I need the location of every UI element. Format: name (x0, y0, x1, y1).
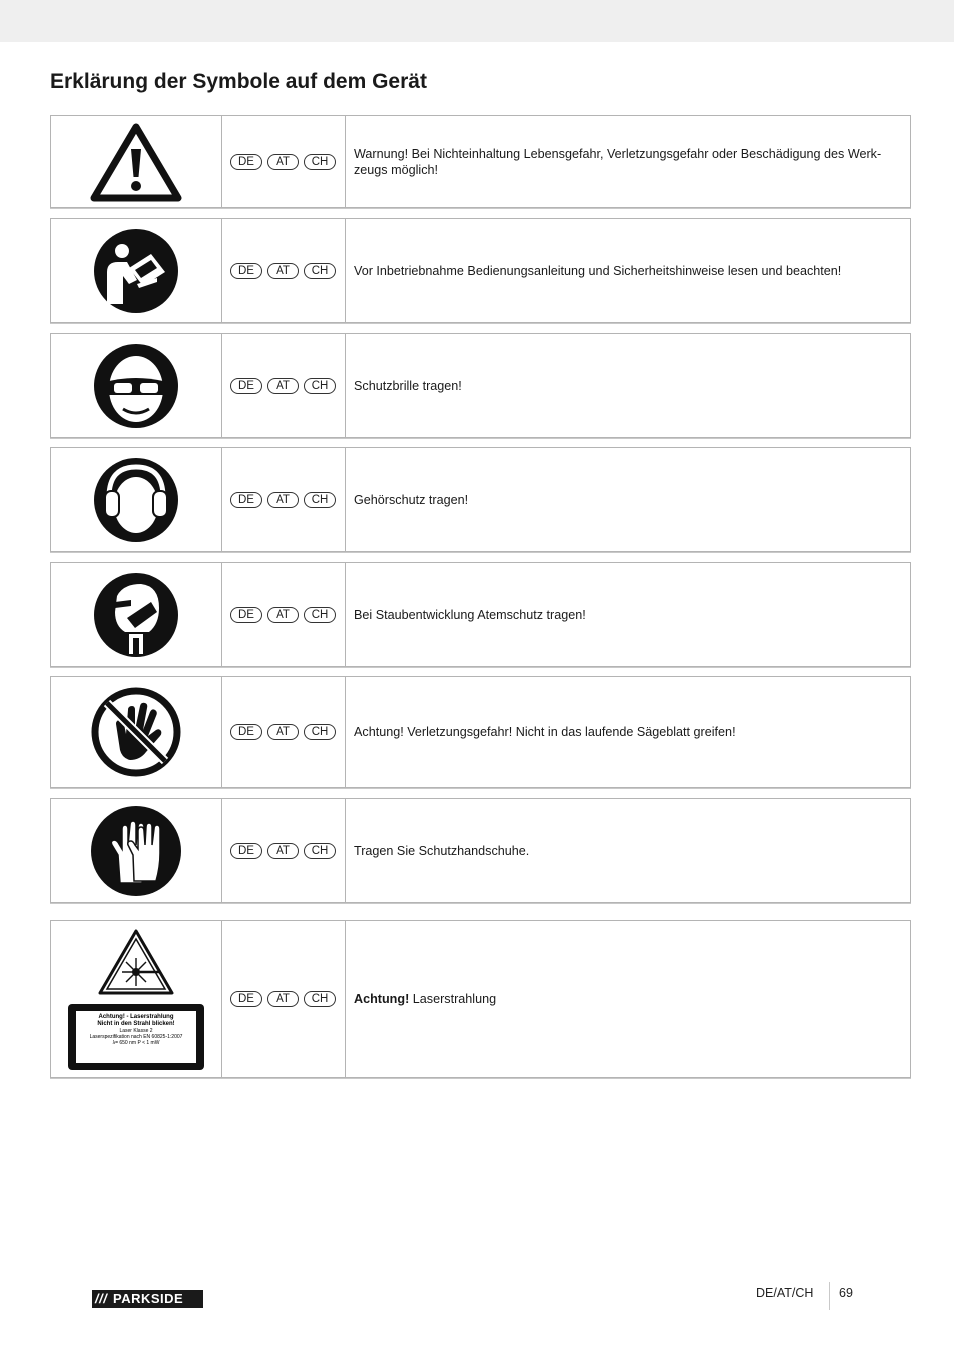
laser-label-line2: Nicht in den Strahl blicken! (97, 1021, 175, 1027)
country-flags (221, 448, 346, 551)
symbol-cell (51, 799, 222, 902)
laser-warning-icon (97, 928, 175, 996)
laser-warning-label (68, 1004, 204, 1070)
description-text: Schutzbrille tragen! (354, 378, 462, 393)
symbol-row-warning (50, 115, 911, 208)
symbol-cell (51, 219, 222, 322)
description-text: Vor Inbetriebnahme Bedienungsanleitung und Sicherheitshinweise lesen und beachten! (354, 263, 842, 278)
warning-triangle-icon (90, 122, 182, 202)
country-badge-ch: CH (304, 843, 336, 859)
country-flags (221, 677, 346, 787)
laser-label-line4: Laserspezifikation nach EN 60825-1:2007 (89, 1034, 183, 1040)
country-badge-ch: CH (304, 607, 336, 623)
description-bold-text: Achtung! (354, 992, 410, 1006)
country-flags (221, 116, 346, 207)
country-badge-de: DE (230, 263, 262, 279)
country-badge-at: AT (267, 724, 299, 740)
read-manual-icon (93, 228, 179, 314)
symbol-row-gloves (50, 798, 911, 903)
symbol-row-manual (50, 218, 911, 323)
description-text: Warnung! Bei Nichteinhaltung Lebensgefahr, Verletzungsgefahr oder Beschädigung des Werk-zeugs möglich! (354, 146, 882, 177)
description-text: Tragen Sie Schutzhandschuhe. (354, 843, 530, 858)
country-flags (221, 219, 346, 322)
country-badge-de: DE (230, 991, 262, 1007)
laser-label-line1: Achtung! - Laserstrahlung (98, 1014, 174, 1020)
symbol-row-laser (50, 920, 911, 1078)
footer-language-code: DE/AT/CH (756, 1286, 814, 1300)
country-badge-de: DE (230, 607, 262, 623)
country-badge-at: AT (267, 378, 299, 394)
country-flags (221, 563, 346, 666)
country-badge-at: AT (267, 492, 299, 508)
symbol-description (354, 677, 896, 787)
description-text: Laserstrahlung (409, 992, 497, 1006)
description-text: Gehörschutz tragen! (354, 492, 469, 507)
footer-divider (829, 1282, 830, 1310)
country-badge-de: DE (230, 492, 262, 508)
country-badge-de: DE (230, 154, 262, 170)
symbol-cell (51, 448, 222, 551)
country-badge-at: AT (267, 154, 299, 170)
description-text: Achtung! Verletzungsgefahr! Nicht in das laufende Sägeblatt greifen! (354, 725, 736, 739)
country-badge-ch: CH (304, 724, 336, 740)
country-badge-at: AT (267, 843, 299, 859)
country-flags (221, 799, 346, 902)
symbol-row-no-hands (50, 676, 911, 788)
page-number: 69 (839, 1286, 853, 1300)
country-flags (221, 921, 346, 1077)
respirator-icon (93, 572, 179, 658)
symbol-cell (51, 563, 222, 666)
symbol-description (354, 799, 896, 902)
symbol-description (354, 116, 896, 207)
country-badge-de: DE (230, 843, 262, 859)
country-badge-de: DE (230, 724, 262, 740)
symbol-row-respirator (50, 562, 911, 667)
symbol-description (354, 334, 896, 437)
symbol-cell (51, 677, 222, 787)
country-badge-ch: CH (304, 378, 336, 394)
logo-brand: PARKSIDE (113, 1291, 184, 1306)
symbol-description (354, 219, 896, 322)
safety-goggles-icon (93, 343, 179, 429)
country-badge-at: AT (267, 991, 299, 1007)
country-flags (221, 334, 346, 437)
symbol-cell (51, 116, 222, 207)
top-bar (0, 0, 954, 42)
gloves-icon (90, 805, 182, 897)
symbol-cell (51, 921, 222, 1077)
country-badge-at: AT (267, 263, 299, 279)
country-badge-ch: CH (304, 154, 336, 170)
symbol-cell (51, 334, 222, 437)
symbol-description (354, 563, 896, 666)
logo-slashes: /// (95, 1291, 108, 1306)
symbol-row-goggles (50, 333, 911, 438)
no-hands-icon (90, 686, 182, 778)
country-badge-at: AT (267, 607, 299, 623)
ear-protection-icon (93, 457, 179, 543)
symbol-description (354, 448, 896, 551)
country-badge-ch: CH (304, 991, 336, 1007)
parkside-logo (92, 1290, 203, 1308)
country-badge-ch: CH (304, 492, 336, 508)
symbol-description (354, 921, 896, 1077)
laser-label-line3: Laser Klasse 2 (119, 1028, 153, 1034)
description-text: Bei Staubentwicklung Atemschutz tragen! (354, 607, 586, 622)
symbol-row-ear-protection (50, 447, 911, 552)
laser-label-line5: λ= 650 nm P < 1 mW (112, 1040, 160, 1046)
country-badge-de: DE (230, 378, 262, 394)
page-title: Erklärung der Symbole auf dem Gerät (50, 70, 427, 93)
country-badge-ch: CH (304, 263, 336, 279)
